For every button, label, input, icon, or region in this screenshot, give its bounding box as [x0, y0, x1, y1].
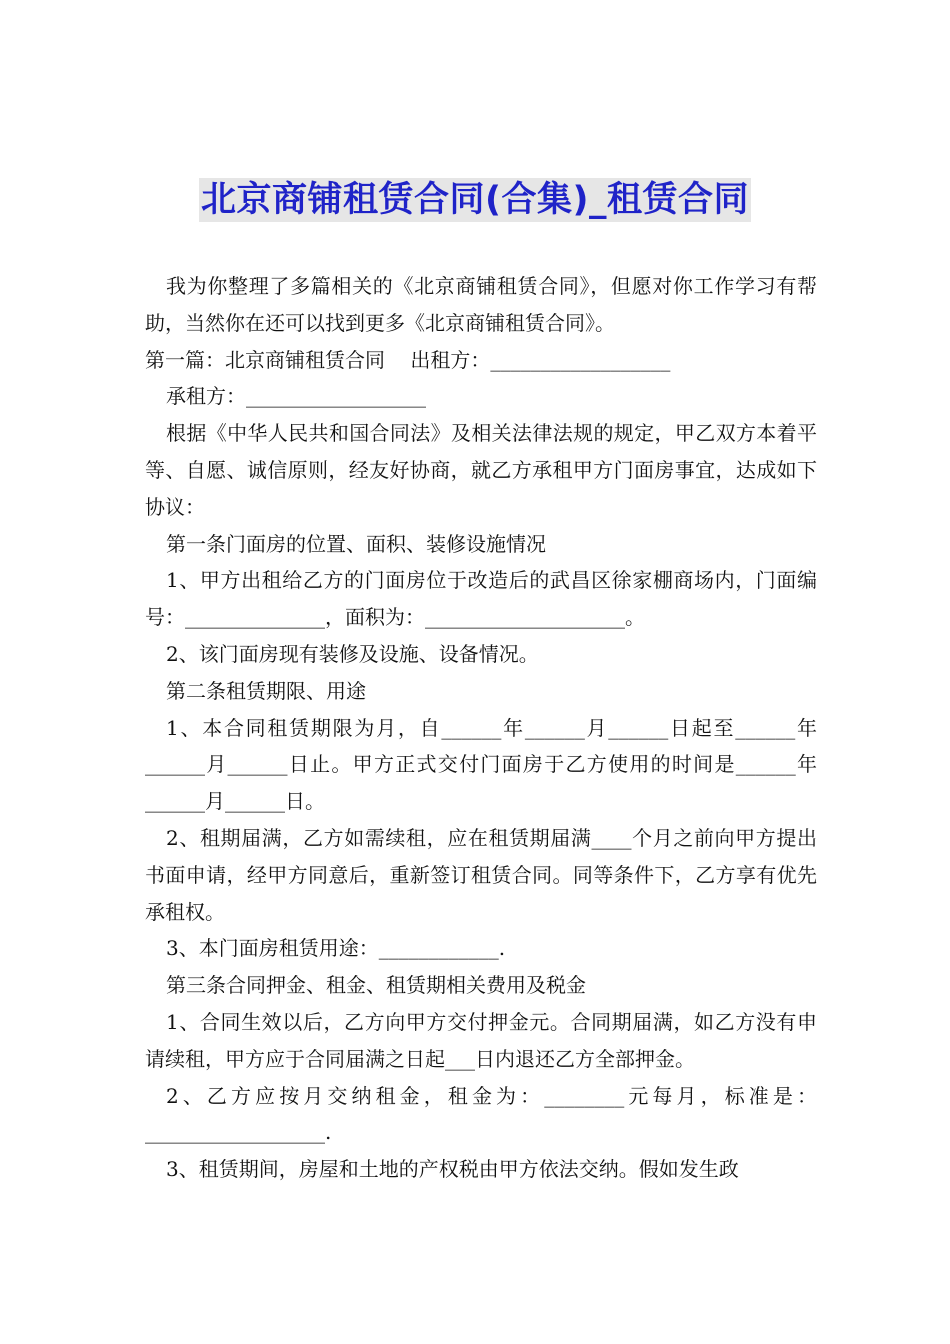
paragraph: 我为你整理了多篇相关的《北京商铺租赁合同》，但愿对你工作学习有帮助，当然你在还可以找到更多《北京商铺租赁合同》。	[145, 274, 817, 335]
section-heading: 第三条合同押金、租金、租赁期相关费用及税金	[166, 973, 586, 998]
paragraph: 承租方：__________________	[166, 384, 426, 409]
paragraph: 根据《中华人民共和国合同法》及相关法律法规的规定，甲乙双方本着平等、自愿、诚信原则，经友好协商，就乙方承租甲方门面房事宜，达成如下协议：	[145, 421, 817, 519]
document-body	[145, 268, 817, 1188]
section-heading: 第二条租赁期限、用途	[166, 678, 366, 703]
paragraph: 1、甲方出租给乙方的门面房位于改造后的武昌区徐家棚商场内，门面编号：______________，面积为：____________________。	[145, 568, 817, 630]
paragraph: 1、本合同租赁期限为月，自______年______月______日起至______年______月______日止。甲方正式交付门面房于乙方使用的时间是______年______月______日。	[145, 715, 817, 814]
paragraph: 2、租期届满，乙方如需续租，应在租赁期届满____个月之前向甲方提出书面申请，经甲方同意后，重新签订租赁合同。同等条件下，乙方享有优先承租权。	[145, 825, 817, 924]
paragraph: 第一篇：北京商铺租赁合同 出租方：__________________	[145, 347, 671, 372]
paragraph: 1、合同生效以后，乙方向甲方交付押金元。合同期届满，如乙方没有申请续租，甲方应于合同届满之日起___日内退还乙方全部押金。	[145, 1009, 817, 1071]
paragraph: 2、乙方应按月交纳租金，租金为：________元每月，标准是：__________________.	[145, 1083, 817, 1145]
document-title: 北京商铺租赁合同(合集)_租赁合同	[201, 180, 749, 220]
title-block	[0, 178, 950, 222]
paragraph: 2、该门面房现有装修及设施、设备情况。	[166, 641, 539, 666]
paragraph: 3、本门面房租赁用途：____________.	[166, 936, 506, 961]
paragraph: 3、租赁期间，房屋和土地的产权税由甲方依法交纳。假如发生政	[166, 1157, 739, 1182]
section-heading: 第一条门面房的位置、面积、装修设施情况	[166, 531, 546, 556]
